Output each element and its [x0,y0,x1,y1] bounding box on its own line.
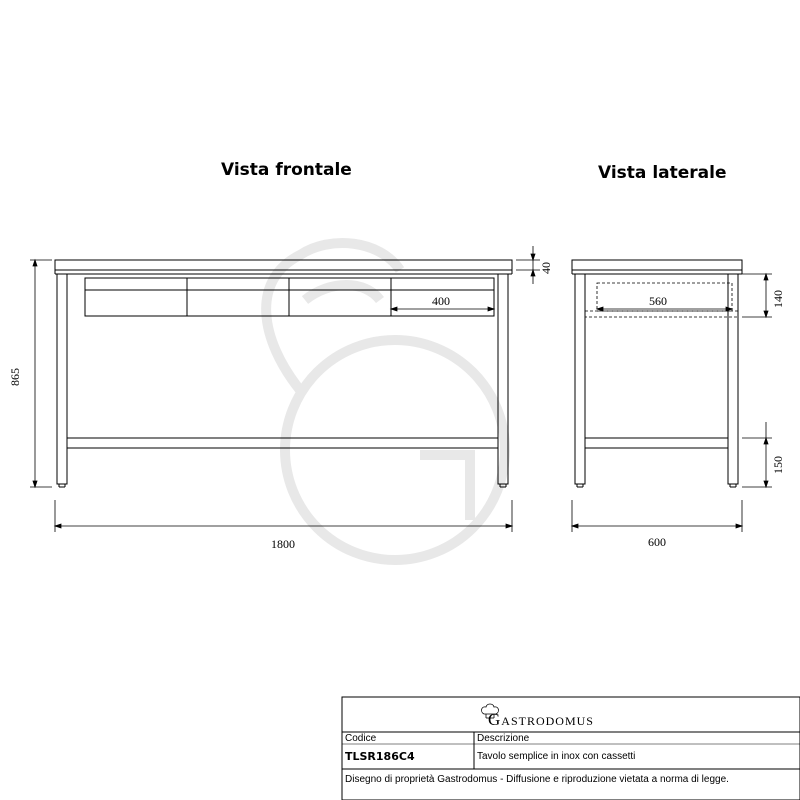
code-value: TLSR186C4 [345,750,415,763]
side-drawer-depth-label: 560 [649,294,667,308]
side-depth-dim [572,500,742,532]
top-thickness-dim [516,246,540,284]
side-shelf-height-label: 150 [771,456,785,474]
side-shelf-height-dim [742,422,772,487]
front-height-dim [30,260,52,487]
front-view-title: Vista frontale [221,160,352,180]
front-width-dim [55,500,512,532]
side-depth-label: 600 [648,535,666,549]
drawer-width-label: 400 [432,294,450,308]
side-drawer-height-dim [742,274,772,317]
front-width-label: 1800 [271,537,295,551]
description-label: Descrizione [477,733,530,744]
front-height-label: 865 [8,368,22,386]
side-drawer-height-label: 140 [771,290,785,308]
brand-name: Gastrodomus [488,710,594,729]
description-value: Tavolo semplice in inox con cassetti [477,751,636,762]
side-view-title: Vista laterale [598,163,727,183]
code-label: Codice [345,733,377,744]
watermark-logo [266,243,505,560]
top-thickness-label: 40 [539,262,553,274]
ownership-footer: Disegno di proprietà Gastrodomus - Diffusione e riproduzione vietata a norma di legge. [345,774,729,785]
